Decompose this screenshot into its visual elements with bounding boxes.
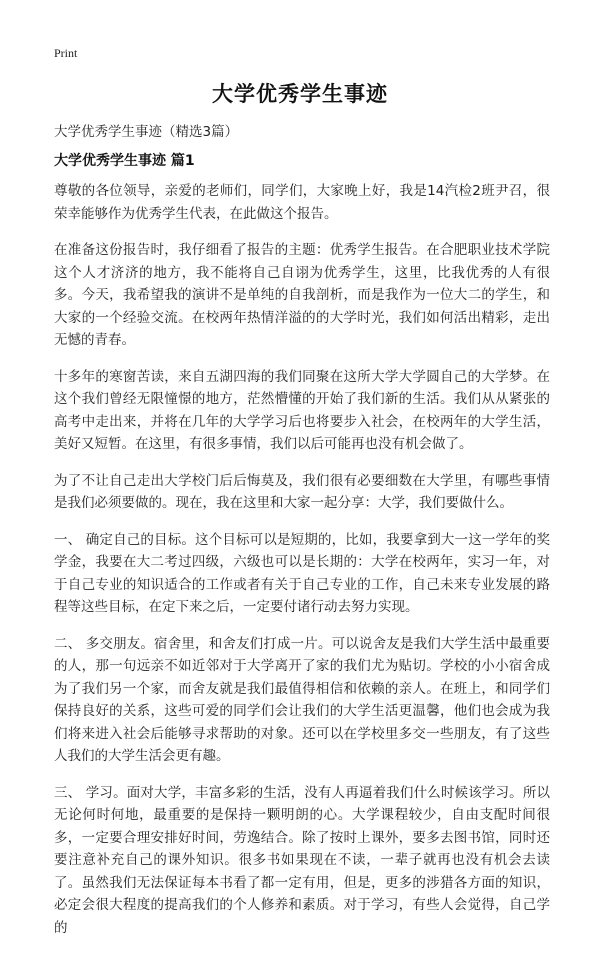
document-subtitle: 大学优秀学生事迹（精选3篇） [54, 124, 239, 140]
paragraph: 三、 学习。面对大学，丰富多彩的生活，没有人再逼着我们什么时候该学习。所以无论何时何地，最重要的是保持一颗明朗的心。大学课程较少，自由支配时间很多，一定要合理安排好时间，劳逸结合。除了按时上课外，要多去图书馆，同时还要注意补充自己的课外知识。很多书如果现在不读，一辈子就再也没有机会去读了。虽然我们无法保证每本书看了都一定有用，但是，更多的涉猎各方面的知识，必定会很大程度的提高我们的个人修养和素质。对于学习，有些人会觉得，自己学的 [54, 784, 550, 936]
paragraph: 为了不让自己走出大学校门后后悔莫及，我们很有必要细数在大学里，有哪些事情是我们必须要做的。现在，我在这里和大家一起分享：大学，我们要做什么。 [54, 472, 550, 511]
article-body [54, 180, 550, 953]
paragraph: 十多年的寒窗苦读，来自五湖四海的我们同聚在这所大学大学圆自己的大学梦。在这个我们曾经无限憧憬的地方，茫然懵懂的开始了我们新的生活。我们从从紧张的高考中走出来，并将在几年的大学学习后也将要步入社会，在校两年的大学生活，美好又短暂。在这里，有很多事情，我们以后可能再也没有机会做了。 [54, 368, 550, 452]
document-title: 大学优秀学生事迹 [212, 82, 388, 106]
print-link[interactable]: Print [54, 46, 78, 60]
paragraph: 在准备这份报告时，我仔细看了报告的主题：优秀学生报告。在合肥职业技术学院这个人才济济的地方，我不能将自己自诩为优秀学生，这里，比我优秀的人有很多。今天，我希望我的演讲不是单纯的自我剖析，而是我作为一位大二的学生，和大家的一个经验交流。在校两年热情洋溢的的大学时光，我们如何活出精彩，走出无憾的青春。 [54, 242, 550, 348]
paragraph: 一、 确定自己的目标。这个目标可以是短期的，比如，我要拿到大一这一学年的奖学金，我要在大二考过四级，六级也可以是长期的：大学在校两年，实习一年，对于自己专业的知识适合的工作或者有关于自己专业的工作，自己未来专业发展的路程等这些目标，在定下来之后，一定要付诸行动去努力实现。 [54, 531, 550, 615]
paragraph: 尊敬的各位领导，亲爱的老师们，同学们，大家晚上好，我是14汽检2班尹召，很荣幸能够作为优秀学生代表，在此做这个报告。 [54, 183, 550, 222]
paragraph: 二、 多交朋友。宿舍里，和舍友们打成一片。可以说舍友是我们大学生活中最重要的人，那一句远亲不如近邻对于大学离开了家的我们尤为贴切。学校的小小宿舍成为了我们另一个家，而舍友就是我们最值得相信和依赖的亲人。在班上，和同学们保持良好的关系，这些可爱的同学们会让我们的大学生活更温馨，他们也会成为我们将来进入社会后能够寻求帮助的对象。还可以在学校里多交一些朋友，有了这些人我们的大学生活会更有趣。 [54, 635, 550, 764]
section-heading: 大学优秀学生事迹 篇1 [54, 153, 195, 169]
